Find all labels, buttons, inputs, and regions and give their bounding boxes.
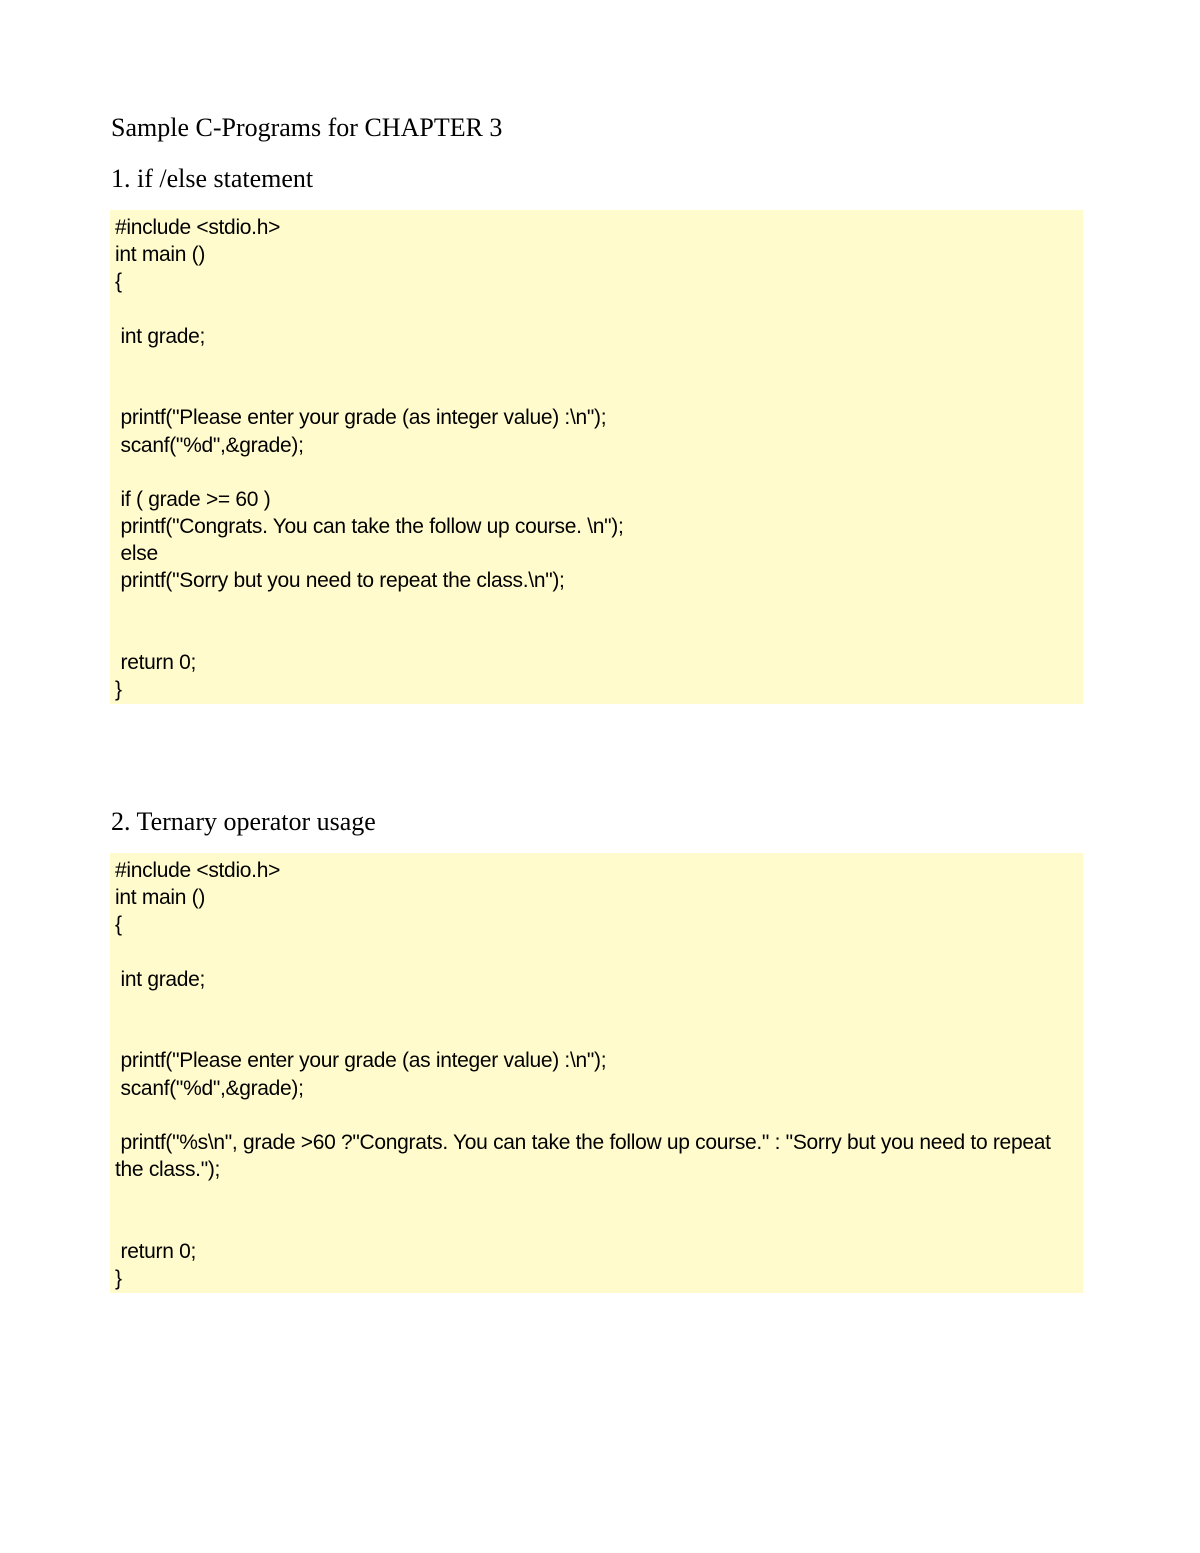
code-line [115,1183,1083,1210]
code-line: int main () [115,886,206,910]
code-line: int grade; [115,324,206,348]
code-line: { [115,270,122,294]
code-line: return 0; [115,1239,197,1263]
code-line [115,939,1083,966]
code-line: printf("Sorry but you need to repeat the class.\n"); [115,569,565,593]
code-block-ternary [110,853,1083,1293]
code-line [115,459,1083,486]
code-line [115,1102,1083,1129]
code-line [115,296,1083,323]
code-line: #include <stdio.h> [115,859,281,882]
document-title: Sample C-Programs for CHAPTER 3 [111,113,503,142]
code-line: if ( grade >= 60 ) [115,487,271,511]
code-line: } [115,1266,122,1290]
code-block-if-else [110,210,1083,704]
code-line: printf("Please enter your grade (as integer value) :\n"); [115,406,607,430]
code-line: else [115,542,158,566]
code-line [115,1210,1083,1237]
code-line: printf("%s\n", grade >60 ?"Congrats. You can take the follow up course." : "Sorry but you need to repeat the class."); [115,1130,1057,1182]
code-line: #include <stdio.h> [115,216,281,239]
code-line [115,993,1083,1020]
code-line: } [115,678,122,702]
code-line: scanf("%d",&grade); [115,433,304,457]
section-heading-if-else: 1. if /else statement [111,164,314,193]
code-line: scanf("%d",&grade); [115,1076,304,1100]
code-line: return 0; [115,651,197,674]
code-line [115,595,1083,622]
code-line: int main () [115,243,206,267]
code-line: printf("Please enter your grade (as integer value) :\n"); [115,1049,607,1073]
code-line [115,377,1083,404]
code-line: printf("Congrats. You can take the follow up course. \n"); [115,515,624,539]
section-heading-ternary: 2. Ternary operator usage [111,807,376,836]
code-line [115,1020,1083,1047]
code-line: int grade; [115,967,206,991]
code-line [115,350,1083,377]
code-line [115,622,1083,649]
code-line: { [115,913,122,937]
